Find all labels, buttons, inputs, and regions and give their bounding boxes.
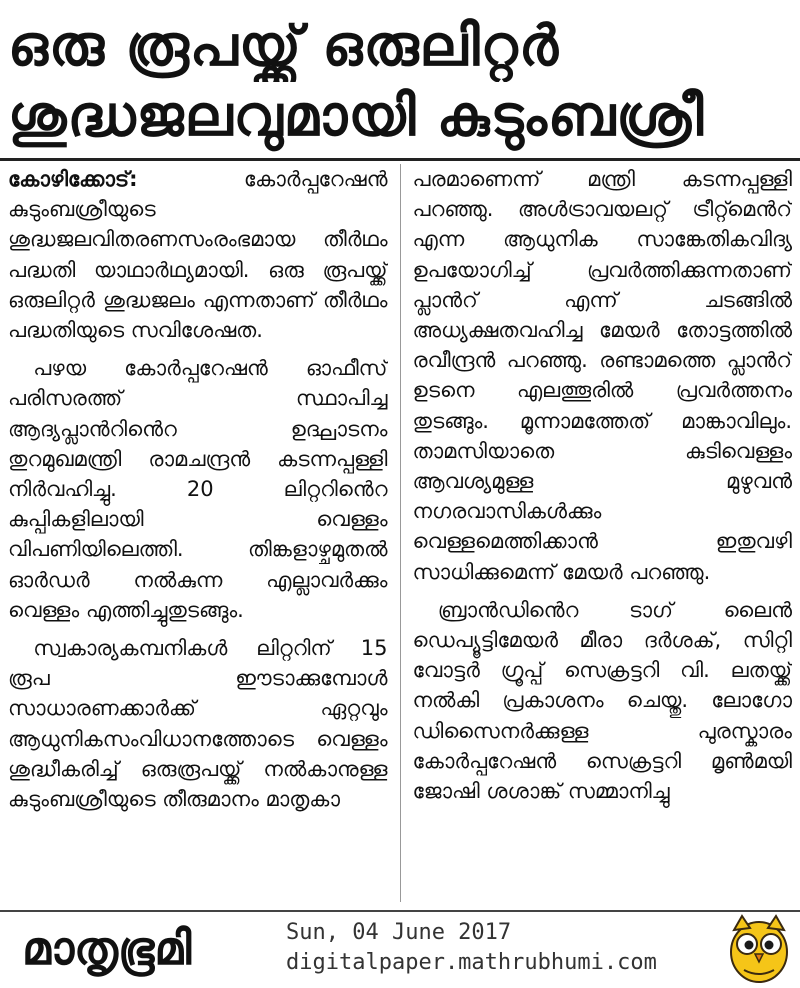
paragraph-text: കോർപ്പറേഷൻ കുടുംബശ്രീയുടെ ശുദ്ധജലവിതരണസംരംഭമായ തീർഥം പദ്ധതി യാഥാർഥ്യമായി. ഒരു രൂപയ്ക്ക് ഒരുലിറ്റർ ശുദ്ധജലം എന്നതാണ് തീർഥം പദ്ധതിയുടെ സവിശേഷത. [8, 167, 388, 343]
headline-line-2: ശുദ്ധജലവുമായി കുടുംബശ്രീ [8, 84, 705, 149]
article-paragraph [8, 164, 388, 345]
owl-mascot-icon [726, 912, 792, 984]
publication-url[interactable]: digitalpaper.mathrubhumi.com [286, 950, 657, 975]
article-column-1 [8, 164, 388, 902]
footer-info [286, 918, 726, 978]
article-body [8, 164, 792, 902]
article-paragraph: പഴയ കോർപ്പറേഷൻ ഓഫീസ് പരിസരത്ത് സ്ഥാപിച്ച ആദ്യപ്ലാൻറിൻെറ ഉദ്ഘാടനം തുറമുഖമന്ത്രി രാമചന്ദ്രൻ കടന്നപ്പള്ളി നിർവഹിച്ചു. 20 ലിറ്ററിൻെറ കുപ്പികളിലായി വെള്ളം വിപണിയിലെത്തി. തിങ്കളാഴ്ചമുതൽ ഓർഡർ നൽകുന്ന എല്ലാവർക്കും വെള്ളം എത്തിച്ചുതുടങ്ങും. [8, 356, 388, 622]
mathrubhumi-logo: മാതൃഭൂമി [22, 921, 192, 975]
headline [8, 12, 792, 152]
column-divider [400, 164, 401, 902]
headline-line-1: ഒരു രൂപയ്ക്ക് ഒരുലിറ്റർ [8, 14, 560, 79]
article-paragraph: പരമാണെന്ന് മന്ത്രി കടന്നപ്പള്ളി പറഞ്ഞു. അൾട്രാവയലറ്റ് ട്രീറ്റ്മെൻറ് എന്ന ആധുനിക സാങ്കേതികവിദ്യ ഉപയോഗിച്ച് പ്രവർത്തിക്കുന്നതാണ് പ്ലാൻറ് എന്ന് ചടങ്ങിൽ അധ്യക്ഷതവഹിച്ച മേയർ തോട്ടത്തിൽ രവീന്ദ്രൻ പറഞ്ഞു. രണ്ടാമത്തെ പ്ലാൻറ് ഉടനെ എലത്തൂരിൽ പ്രവർത്തനം തുടങ്ങും. മൂന്നാമത്തേത് മാങ്കാവിലും. താമസിയാതെ കുടിവെള്ളം ആവശ്യമുള്ള മുഴുവൻ നഗരവാസികൾക്കും വെള്ളമെത്തിക്കാൻ ഇതുവഴി സാധിക്കുമെന്ന് മേയർ പറഞ്ഞു. [412, 167, 792, 584]
article-column-2 [413, 164, 793, 902]
footer-divider [0, 910, 800, 912]
headline-divider [0, 158, 800, 161]
article-paragraph: ബ്രാൻഡിൻെറ ടാഗ് ലൈൻ ഡെപ്യൂട്ടിമേയർ മീരാ ദർശക്, സിറ്റി വോട്ടർ ഗ്രൂപ്പ് സെക്രട്ടറി വി. ലതയ്ക്ക് നൽകി പ്രകാശനം ചെയ്തു. ലോഗോ ഡിസൈനർക്കുള്ള പുരസ്കാരം കോർപ്പറേഷൻ സെക്രട്ടറി മൃൺമയി ജോഷി ശശാങ്ക് സമ്മാനിച്ചു [412, 597, 792, 804]
article-paragraph: സ്വകാര്യകമ്പനികൾ ലിറ്ററിന് 15 രൂപ ഈടാക്കുമ്പോൾ സാധാരണക്കാർക്ക് ഏറ്റവും ആധുനികസംവിധാനത്തോടെ വെള്ളം ശുദ്ധീകരിച്ച് ഒരുരൂപയ്ക്ക് നൽകാനുള്ള കുടുംബശ്രീയുടെ തീരുമാനം മാതൃകാ [8, 636, 388, 812]
publication-date: Sun, 04 June 2017 [286, 920, 512, 945]
dateline: കോഴിക്കോട്: [8, 167, 138, 191]
